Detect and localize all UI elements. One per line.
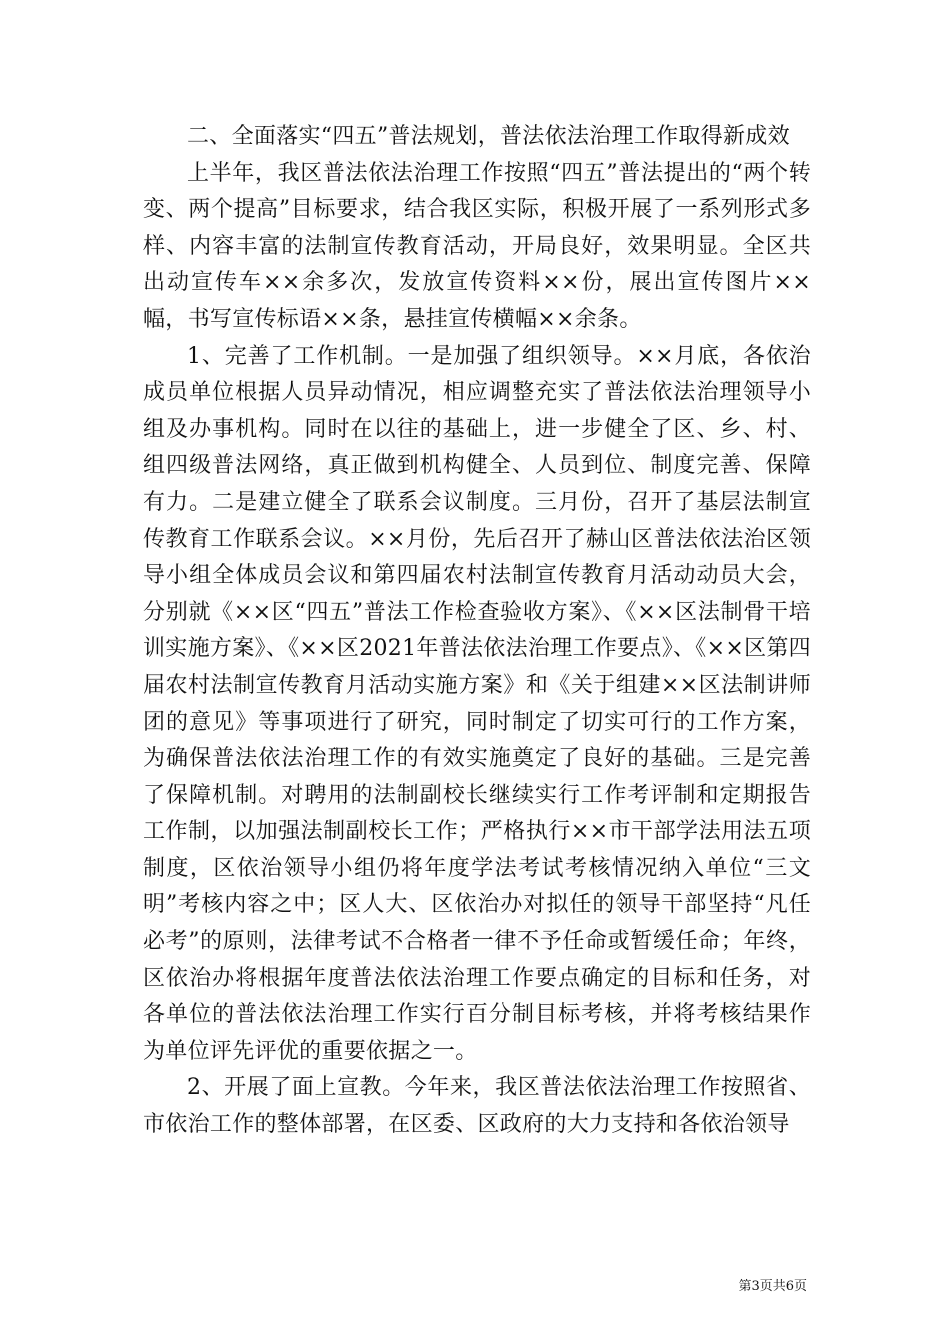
document-body [143,119,811,1144]
page-number: 第3页共6页 [738,1279,807,1294]
section-heading-paragraph: 二、全面落实“四五”普法规划，普法依法治理工作取得新成效 [187,124,790,149]
publicity-paragraph: 2、开展了面上宣教。今年来，我区普法依法治理工作按照省、市依治工作的整体部署，在区委、区政府的大力支持和各依治领导 [143,1075,811,1138]
summary-paragraph: 上半年，我区普法依法治理工作按照“四五”普法提出的“两个转变、两个提高”目标要求，结合我区实际，积极开展了一系列形式多样、内容丰富的法制宣传教育活动，开局良好，效果明显。全区共出动宣传车××余多次，发放宣传资料××份，展出宣传图片××幅，书写宣传标语××条，悬挂宣传横幅××余条。 [143,160,811,332]
work-mechanism-paragraph: 1、完善了工作机制。一是加强了组织领导。××月底，各依治成员单位根据人员异动情况，相应调整充实了普法依法治理领导小组及办事机构。同时在以往的基础上，进一步健全了区、乡、村、组四级普法网络，真正做到机构健全、人员到位、制度完善、保障有力。二是建立健全了联系会议制度。三月份，召开了基层法制宣传教育工作联系会议。××月份，先后召开了赫山区普法依法治区领导小组全体成员会议和第四届农村法制宣传教育月活动动员大会，分别就《××区“四五”普法工作检查验收方案》、《××区法制骨干培训实施方案》、《××区2021年普法依法治理工作要点》、《××区第四届农村法制宣传教育月活动实施方案》和《关于组建××区法制讲师团的意见》等事项进行了研究，同时制定了切实可行的工作方案，为确保普法依法治理工作的有效实施奠定了良好的基础。三是完善了保障机制。对聘用的法制副校长继续实行工作考评制和定期报告工作制，以加强法制副校长工作；严格执行××市干部学法用法五项制度，区依治领导小组仍将年度学法考试考核情况纳入单位“三文明”考核内容之中；区人大、区依治办对拟任的领导干部坚持“凡任必考”的原则，法律考试不合格者一律不予任命或暂缓任命；年终，区依治办将根据年度普法依法治理工作要点确定的目标和任务，对各单位的普法依法治理工作实行百分制目标考核，并将考核结果作为单位评先评优的重要依据之一。 [143,343,811,1064]
